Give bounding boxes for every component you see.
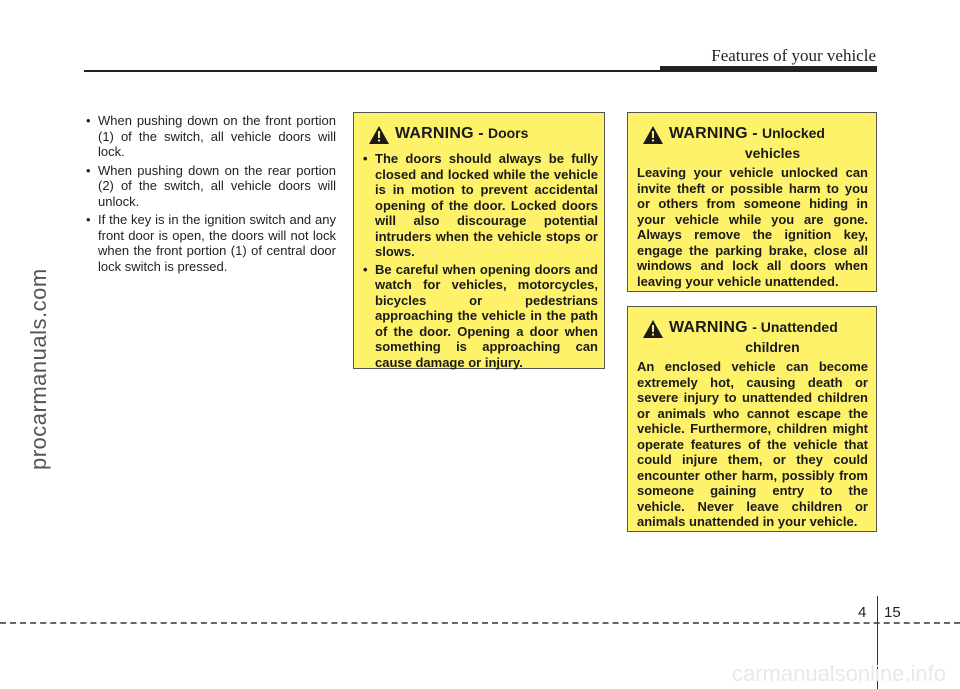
warning-body: An enclosed vehicle can become extremely hot, causing death or severe injury to unattended children or animals who cannot escape the vehicle. Furthermore, children might operate features of the vehicle that could injure them, or they could encounter other harm, possibly from someone gaining entry to the vehicle. Never leave children or animals unattended in your vehicle. [637, 359, 868, 529]
bullet-text: If the key is in the ignition switch and any front door is open, the doors will not lock when the front portion (1) of central door lock switch is pressed. [98, 212, 336, 274]
side-watermark: procarmanuals.com [26, 268, 51, 470]
list-item: • The doors should always be fully closed and locked while the vehicle is in motion to prevent accidental opening of the door. Locked doors will also discourage potential intruders when the vehicle stops or slows. [363, 151, 598, 259]
warning-header [363, 125, 598, 147]
bullet-text: When pushing down on the rear portion (2) of the switch, all vehicle doors will unlock. [98, 162, 336, 209]
warning-label: WARNING [669, 125, 748, 142]
warning-triangle-icon [643, 320, 663, 338]
warning-topic-continued: children [745, 339, 800, 355]
warning-header [637, 125, 868, 147]
list-item: • When pushing down on the rear portion (2) of the switch, all vehicle doors will unlock. [86, 162, 336, 209]
footer-rule [0, 622, 960, 624]
chapter-number: 4 [858, 604, 867, 621]
warning-dash: - [752, 125, 758, 142]
warning-item-text: Be careful when opening doors and watch for vehicles, motorcycles, bicycles or pedestrians approaching the vehicle in the path of the door. Opening a door when something is approaching can cause damage or injury. [375, 261, 598, 370]
warning-header [637, 319, 868, 341]
bullet-text: When pushing down on the front portion (1) of the switch, all vehicle doors will lock. [98, 113, 336, 159]
warning-list [363, 151, 598, 370]
page-number: 15 [884, 604, 901, 621]
warning-body: Leaving your vehicle unlocked can invite theft or possible harm to you or others from someone hiding in your vehicle while you are gone. Always remove the ignition key, engage the parking brake, close all windows and lock all doors when leaving your vehicle unattended. [637, 165, 868, 289]
bottom-watermark: carmanualsonline.info [731, 661, 946, 686]
header-rule-thick [660, 66, 877, 72]
warning-topic-continued: vehicles [744, 145, 801, 161]
warning-topic: - Unattended [752, 319, 838, 335]
header-rule-thin [84, 70, 660, 72]
list-item: • Be careful when opening doors and watch for vehicles, motorcycles, bicycles or pedestrians approaching the vehicle in the path of the door. Opening a door when something is approaching can cause damage or injury. [363, 261, 598, 370]
warning-topic: Unlocked [761, 125, 825, 141]
warning-triangle-icon [369, 126, 389, 144]
warning-item-text: The doors should always be fully closed and locked while the vehicle is in motion to prevent accidental opening of the door. Locked doors will also discourage potential intruders when the vehicle stops or slows. [375, 151, 598, 259]
warning-topic: Doors [487, 125, 529, 141]
warning-box-doors [353, 112, 605, 369]
warning-label: WARNING [395, 125, 474, 142]
warning-box-unlocked [627, 112, 877, 292]
warning-box-children [627, 306, 877, 532]
bullet-list [86, 113, 336, 277]
list-item: • If the key is in the ignition switch and any front door is open, the doors will not lock when the front portion (1) of central door lock switch is pressed. [86, 212, 336, 274]
warning-label: WARNING [669, 319, 748, 336]
warning-triangle-icon [643, 126, 663, 144]
list-item: • When pushing down on the front portion (1) of the switch, all vehicle doors will lock. [86, 113, 336, 159]
section-title: Features of your vehicle [711, 46, 876, 65]
warning-dash: - [478, 125, 484, 142]
